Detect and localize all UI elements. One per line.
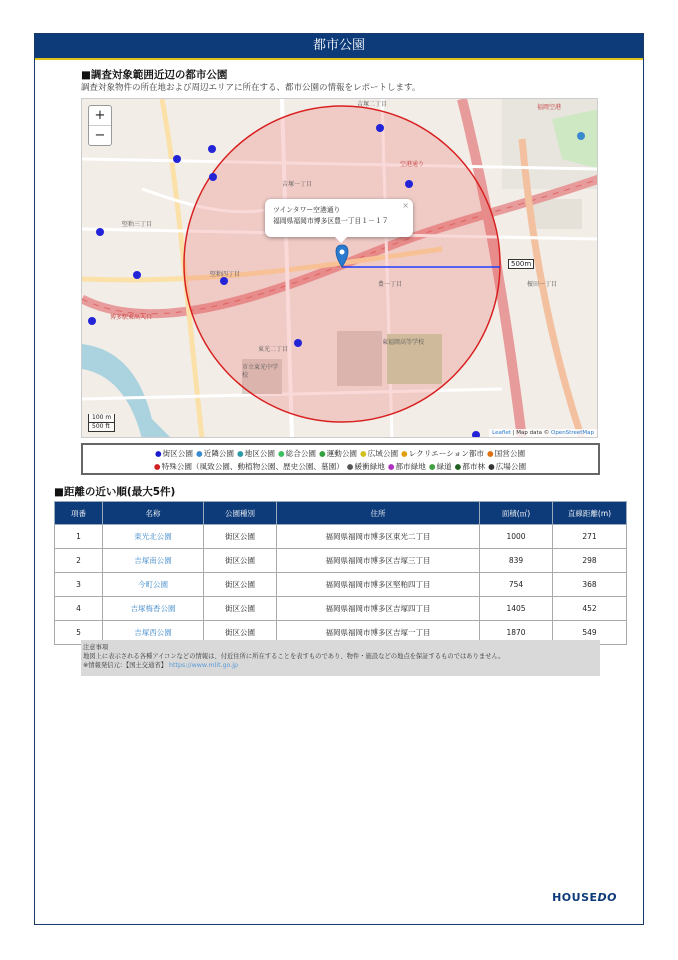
housedo-logo (552, 891, 617, 904)
cell-area: 839 (480, 549, 553, 573)
cell-area: 1000 (480, 525, 553, 549)
cell-area: 1405 (480, 597, 553, 621)
note-source (83, 661, 598, 670)
logo-text: HOUSE (552, 891, 598, 904)
section-title-map: ■調査対象範囲近辺の都市公園 (81, 69, 228, 81)
cell-distance: 298 (553, 549, 627, 573)
cell-index: 5 (55, 621, 103, 645)
source-url-link[interactable]: https://www.mlit.go.jp (169, 662, 239, 669)
osm-link[interactable]: OpenStreetMap (550, 430, 594, 436)
legend-item: ●緩衝緑地 (346, 462, 385, 471)
section-description: 調査対象物件の所在地および周辺エリアに所在する、都市公園の情報をレポートします。 (81, 83, 421, 93)
map-label: 堅粕四丁目 (210, 271, 241, 278)
map-label: 吉塚一丁目 (282, 181, 313, 188)
cell-address: 福岡県福岡市博多区吉塚一丁目 (277, 621, 480, 645)
map-attribution (489, 429, 597, 437)
page-title: 都市公園 (35, 34, 643, 58)
legend-item: ●近隣公園 (195, 449, 234, 458)
leaflet-link[interactable]: Leaflet (492, 430, 511, 436)
park-map[interactable] (81, 98, 598, 438)
col-header: 住所 (277, 502, 480, 525)
cell-index: 2 (55, 549, 103, 573)
legend-item: ●国営公園 (487, 449, 526, 458)
park-name-link[interactable]: 吉塚梅香公園 (103, 597, 204, 621)
popup-address: 福岡県福岡市博多区豊一丁目１－１７ (273, 217, 389, 225)
table-row (55, 597, 627, 621)
col-header: 面積(㎡) (480, 502, 553, 525)
table-row (55, 573, 627, 597)
cell-address: 福岡県福岡市博多区吉塚四丁目 (277, 597, 480, 621)
note-heading: 注意事項 (83, 644, 109, 651)
logo-text-italic: DO (597, 891, 617, 904)
cell-distance: 368 (553, 573, 627, 597)
map-label: 東福岡高等学校 (382, 339, 425, 346)
legend-item: ●運動公園 (319, 449, 358, 458)
map-label: 榎田一丁目 (527, 281, 558, 288)
cell-address: 福岡県福岡市博多区吉塚三丁目 (277, 549, 480, 573)
cell-type: 街区公園 (204, 525, 277, 549)
scale-bar (88, 414, 115, 432)
scale-meters: 100 m (88, 414, 115, 423)
legend-item: ●都市林 (454, 462, 486, 471)
col-header: 項番 (55, 502, 103, 525)
location-popup (265, 199, 413, 237)
cell-type: 街区公園 (204, 549, 277, 573)
popup-close-button[interactable]: × (402, 201, 409, 210)
park-name-link[interactable]: 吉塚西公園 (103, 621, 204, 645)
col-header: 名称 (103, 502, 204, 525)
cell-area: 1870 (480, 621, 553, 645)
cell-type: 街区公園 (204, 597, 277, 621)
col-header: 直線距離(m) (553, 502, 627, 525)
legend-item: ●広場公園 (488, 462, 527, 471)
cell-area: 754 (480, 573, 553, 597)
cell-distance: 271 (553, 525, 627, 549)
table-header-row (55, 502, 627, 525)
cell-index: 1 (55, 525, 103, 549)
legend-item: ●特殊公園（風致公園、動植物公園、歴史公園、墓園） (153, 462, 344, 471)
zoom-out-button[interactable]: − (94, 128, 106, 143)
map-label: 市立東光中学校 (242, 364, 279, 379)
source-label: ※情報発信元：【国土交通省】 (83, 662, 167, 669)
distance-label: 500m (508, 259, 534, 269)
table-row (55, 525, 627, 549)
disclaimer-note (81, 640, 600, 676)
popup-building-name: ツインタワー空港通り (273, 206, 341, 214)
legend-item: ●レクリエーション都市 (401, 449, 485, 458)
cell-index: 3 (55, 573, 103, 597)
report-page (34, 33, 644, 925)
legend-item: ●総合公園 (278, 449, 317, 458)
map-label: 豊一丁目 (378, 281, 403, 288)
cell-type: 街区公園 (204, 621, 277, 645)
legend-item: ●都市緑地 (387, 462, 426, 471)
col-header: 公園種別 (204, 502, 277, 525)
cell-type: 街区公園 (204, 573, 277, 597)
map-label: 吉塚二丁目 (357, 101, 388, 108)
table-row (55, 549, 627, 573)
cell-distance: 452 (553, 597, 627, 621)
legend-item: ●緑道 (428, 462, 452, 471)
park-type-legend (81, 443, 600, 475)
park-name-link[interactable]: 吉塚南公園 (103, 549, 204, 573)
zoom-control (88, 105, 112, 146)
map-label: 福岡空港 (537, 104, 562, 111)
cell-address: 福岡県福岡市博多区東光二丁目 (277, 525, 480, 549)
zoom-in-button[interactable]: + (89, 106, 111, 126)
map-label: 堅粕三丁目 (122, 221, 153, 228)
attribution-separator: | Map data © (510, 430, 551, 436)
note-line: 地図上に表示される各種アイコンなどの情報は、付近住所に所在することを表すものであり、物件・施設などの地点を保証するものではありません。 (83, 653, 505, 660)
popup-tip (334, 236, 348, 243)
map-label: 東光二丁目 (258, 346, 289, 353)
map-label: 空港通り (400, 161, 425, 168)
nearest-parks-table (54, 501, 627, 645)
section-title-nearest: ■距離の近い順(最大5件) (54, 486, 176, 498)
scale-feet: 500 ft (88, 423, 115, 432)
cell-address: 福岡県福岡市博多区堅粕四丁目 (277, 573, 480, 597)
legend-item: ●街区公園 (154, 449, 193, 458)
map-label: 博多駅東出入口 (110, 314, 153, 321)
legend-item: ●広域公園 (360, 449, 399, 458)
cell-index: 4 (55, 597, 103, 621)
legend-item: ●地区公園 (236, 449, 275, 458)
park-name-link[interactable]: 東光北公園 (103, 525, 204, 549)
park-name-link[interactable]: 今町公園 (103, 573, 204, 597)
cell-distance: 549 (553, 621, 627, 645)
title-underline (35, 58, 643, 60)
